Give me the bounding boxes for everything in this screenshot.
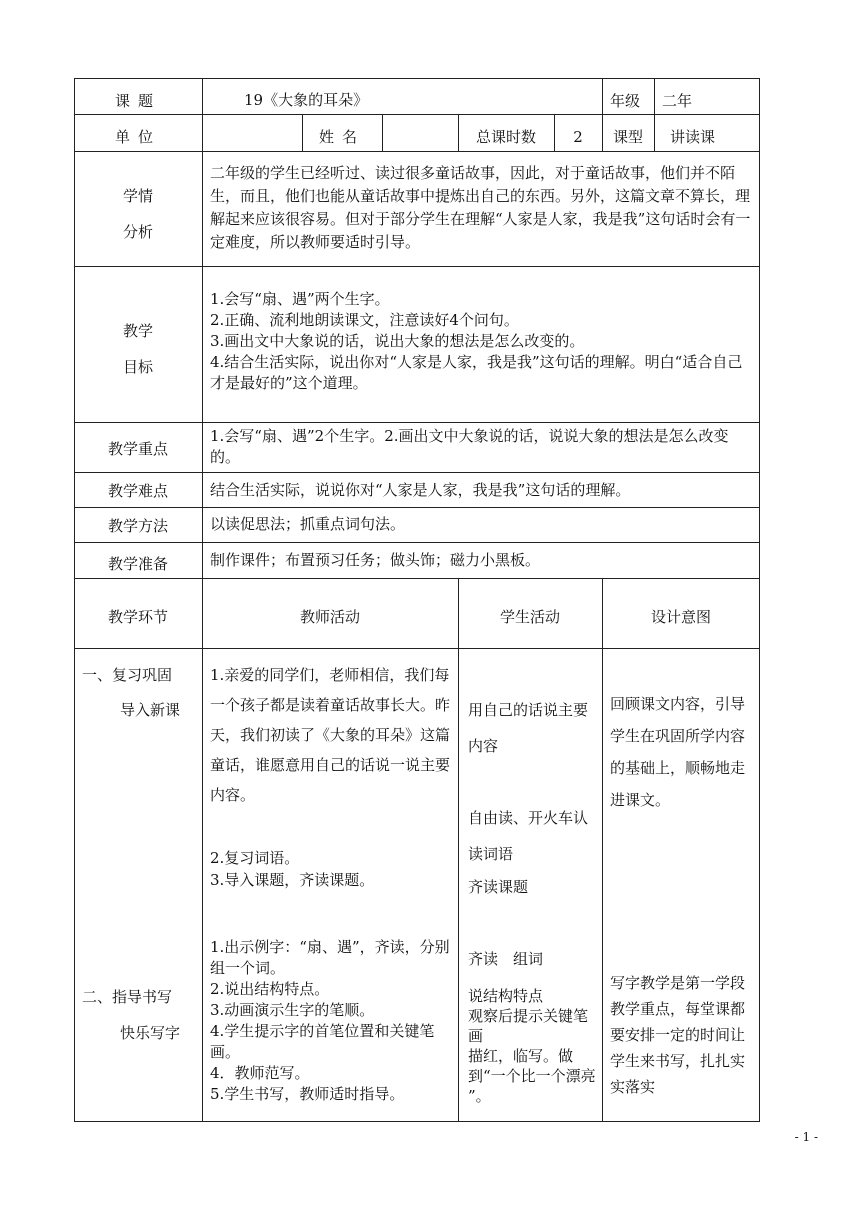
difficulties-text: 结合生活实际，说说你对“人家是人家，我是我”这句话的理解。 [210, 481, 631, 499]
column-divider [458, 578, 459, 1122]
goals-label: 目标 [122, 358, 153, 376]
column-divider [654, 78, 655, 151]
teacher-activity-item: 2.复习词语。 [210, 849, 300, 867]
row-divider [74, 578, 760, 579]
row-divider [74, 648, 760, 649]
teacher-activity: 1.亲爱的同学们，老师相信，我们每一个孩子都是读着童话故事长大。昨天，我们初读了《大象的耳朵》这篇童话，谁愿意用自己的话说一说主要内容。 [210, 666, 451, 804]
preparation-text: 制作课件；布置预习任务；做头饰；磁力小黑板。 [210, 551, 541, 569]
preparation-label: 教学准备 [107, 555, 168, 573]
lesson-type-label: 课型 [612, 128, 643, 146]
teacher-activity-item: 1.出示例字：“扇、遇”，齐读，分别组一个词。 [210, 938, 450, 977]
stage-title: 一、复习巩固 [82, 666, 173, 684]
column-header-intent: 设计意图 [650, 608, 711, 626]
column-header-student: 学生活动 [499, 608, 560, 626]
goal-item: 3.画出文中大象说的话，说出大象的想法是怎么改变的。 [210, 332, 585, 350]
student-activity: 齐读课题 [468, 878, 529, 896]
student-activity: 齐读 组词 [468, 950, 544, 968]
row-divider [74, 151, 760, 152]
design-intent: 回顾课文内容，引导学生在巩固所学内容的基础上，顺畅地走进课文。 [610, 695, 746, 809]
key-points-label: 教学重点 [107, 440, 168, 458]
topic-label: 课题 [114, 92, 161, 110]
page-number: - 1 - [794, 1130, 818, 1144]
row-divider [74, 542, 760, 543]
row-divider [74, 114, 760, 115]
teacher-activity-list [210, 847, 454, 891]
row-divider [74, 422, 760, 423]
teacher-activity-item: 4．教师范写。 [210, 1064, 310, 1082]
row-divider [74, 507, 760, 508]
analysis-text: 二年级的学生已经听过、读过很多童话故事，因此，对于童话故事，他们并不陌生，而且，他们也能从童话故事中提炼出自己的东西。另外，这篇文章不算长，理解起来应该很容易。但对于部分学生在理解“人家是人家，我是我”这句话时会有一定难度，所以教师要适时引导。 [210, 164, 751, 251]
student-activity-item: 观察后提示关键笔画 [468, 1007, 589, 1045]
row-divider [74, 266, 760, 267]
goals-list [210, 289, 752, 394]
methods-label: 教学方法 [107, 517, 168, 535]
row-divider [74, 472, 760, 473]
column-header-stage: 教学环节 [107, 608, 168, 626]
key-points-text: 1.会写“扇、遇”2个生字。2.画出文中大象说的话，说说大象的想法是怎么改变的。 [210, 427, 729, 466]
column-divider [382, 114, 383, 151]
lesson-type-value: 讲读课 [670, 128, 716, 146]
grade-value: 二年 [662, 92, 693, 110]
student-activity-item: 描红，临写。做到“一个比一个漂亮 ”。 [468, 1047, 596, 1105]
teacher-activity-item: 2.说出结构特点。 [210, 980, 330, 998]
total-hours-label: 总课时数 [475, 128, 536, 146]
stage-subtitle: 快乐写字 [120, 1024, 181, 1042]
column-divider [602, 578, 603, 1122]
analysis-label: 分析 [122, 223, 153, 241]
student-activity: 用自己的话说主要内容 [468, 701, 589, 755]
column-header-teacher: 教师活动 [299, 608, 360, 626]
stage-title: 二、指导书写 [82, 988, 173, 1006]
column-divider [202, 578, 203, 1122]
stage-subtitle: 导入新课 [120, 701, 181, 719]
methods-text: 以读促思法；抓重点词句法。 [210, 515, 406, 533]
teacher-activity-item: 3.动画演示生字的笔顺。 [210, 1001, 375, 1019]
student-activity-list [468, 986, 596, 1106]
grade-label: 年级 [610, 92, 641, 110]
column-divider [202, 78, 203, 578]
teacher-activity-list [210, 937, 454, 1105]
analysis-label: 学情 [122, 187, 153, 205]
goal-item: 2.正确、流利地朗读课文，注意读好4个问句。 [210, 311, 519, 329]
teacher-activity-item: 3.导入课题，齐读课题。 [210, 871, 375, 889]
teacher-activity-item: 4.学生提示字的首笔位置和关键笔画。 [210, 1022, 435, 1061]
difficulties-label: 教学难点 [107, 482, 168, 500]
student-activity: 自由读、开火车认读词语 [468, 809, 589, 863]
topic-value: 19《大象的耳朵》 [244, 91, 369, 109]
goal-item: 4.结合生活实际，说出你对“人家是人家，我是我”这句话的理解。明白“适合自己才是最好的”这个道理。 [210, 353, 743, 392]
unit-label: 单位 [114, 128, 161, 146]
student-activity-item: 说结构特点 [468, 987, 544, 1005]
total-hours-value: 2 [573, 128, 583, 146]
goals-label: 教学 [122, 322, 153, 340]
goal-item: 1.会写“扇、遇”两个生字。 [210, 290, 390, 308]
design-intent: 写字教学是第一学段教学重点，每堂课都要安排一定的时间让学生来书写，扎扎实实落实 [610, 974, 746, 1096]
teacher-activity-item: 5.学生书写，教师适时指导。 [210, 1085, 405, 1103]
name-label: 姓名 [318, 128, 365, 146]
